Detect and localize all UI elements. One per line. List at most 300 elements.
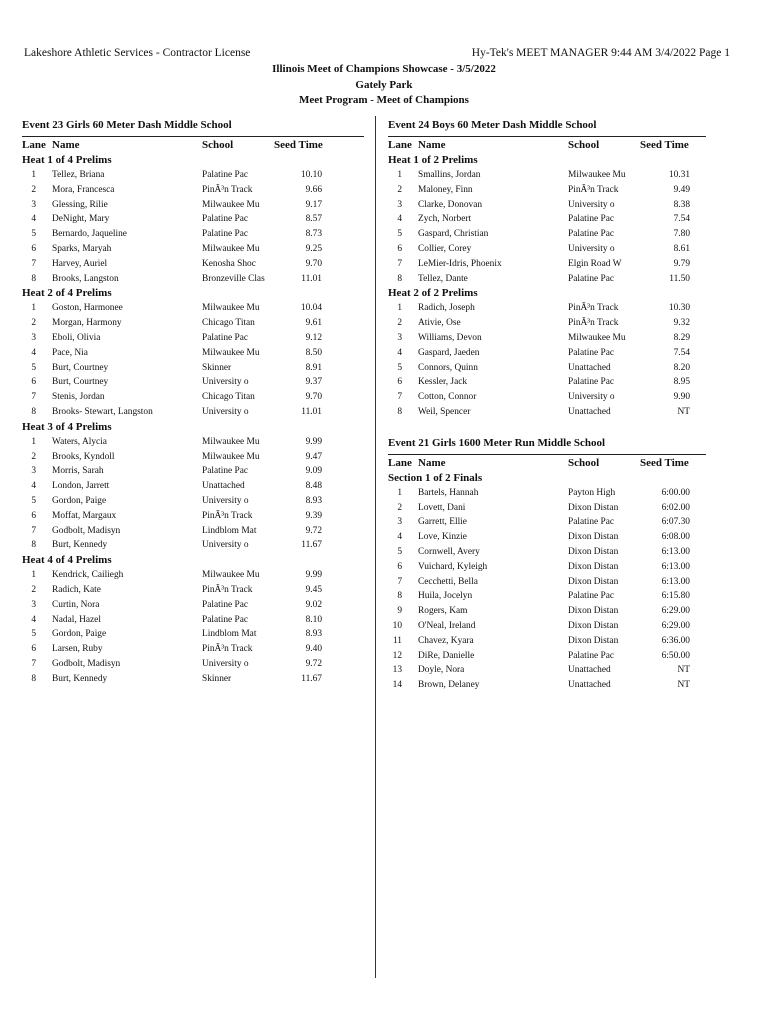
athlete-name: Morgan, Harmony bbox=[52, 318, 122, 329]
seed-time: 9.40 bbox=[305, 644, 322, 655]
entry-row bbox=[388, 257, 706, 272]
seed-time: 9.61 bbox=[305, 318, 322, 329]
entry-row bbox=[22, 583, 364, 598]
entry-row bbox=[22, 613, 364, 628]
athlete-name: Lovett, Dani bbox=[418, 502, 466, 513]
lane-number: 1 bbox=[31, 570, 36, 581]
entry-row bbox=[388, 634, 706, 649]
lane-number: 8 bbox=[397, 591, 402, 602]
lane-number: 6 bbox=[397, 243, 402, 254]
entry-row bbox=[388, 545, 706, 560]
seed-time: 11.01 bbox=[301, 273, 322, 284]
athlete-name: Kendrick, Cailiegh bbox=[52, 570, 124, 581]
seed-time: 9.70 bbox=[305, 258, 322, 269]
seed-time: 7.80 bbox=[673, 229, 690, 240]
seed-time: 8.91 bbox=[305, 362, 322, 373]
athlete-name: Clarke, Donovan bbox=[418, 199, 483, 210]
lane-number: 6 bbox=[31, 510, 36, 521]
event-title: Event 21 Girls 1600 Meter Run Middle School bbox=[388, 436, 606, 449]
heat-title: Heat 4 of 4 Prelims bbox=[22, 554, 112, 567]
school-name: Palatine Pac bbox=[568, 591, 615, 602]
entry-row bbox=[388, 331, 706, 346]
entry-row bbox=[388, 227, 706, 242]
entry-row bbox=[22, 538, 364, 553]
school-name: Palatine Pac bbox=[202, 229, 249, 240]
school-name: PinÃ³n Track bbox=[568, 318, 619, 329]
column-divider bbox=[375, 116, 376, 978]
seed-time: 8.20 bbox=[673, 362, 690, 373]
seed-time: 10.30 bbox=[668, 303, 690, 314]
athlete-name: Morris, Sarah bbox=[52, 466, 104, 477]
school-name: Unattached bbox=[568, 680, 611, 691]
lane-number: 6 bbox=[397, 377, 402, 388]
entry-row bbox=[388, 198, 706, 213]
seed-time: 9.12 bbox=[305, 332, 322, 343]
school-name: University o bbox=[202, 377, 249, 388]
seed-time: 6:15.80 bbox=[661, 591, 690, 602]
seed-time: 11.67 bbox=[301, 540, 322, 551]
athlete-name: Connors, Quinn bbox=[418, 362, 478, 373]
school-header: School bbox=[568, 139, 600, 151]
athlete-name: Pace, Nia bbox=[52, 347, 88, 358]
lane-number: 5 bbox=[31, 362, 36, 373]
athlete-name: LeMier-Idris, Phoenix bbox=[418, 258, 502, 269]
entry-row bbox=[22, 242, 364, 257]
school-name: Milwaukee Mu bbox=[202, 199, 260, 210]
lane-number: 10 bbox=[392, 620, 402, 631]
entry-row bbox=[388, 212, 706, 227]
school-name: Palatine Pac bbox=[202, 214, 249, 225]
seed-time: 6:36.00 bbox=[661, 635, 690, 646]
seed-time: 9.72 bbox=[305, 525, 322, 536]
seed-time: 7.54 bbox=[673, 347, 690, 358]
school-name: Milwaukee Mu bbox=[202, 451, 260, 462]
lane-number: 3 bbox=[31, 332, 36, 343]
lane-number: 8 bbox=[397, 273, 402, 284]
seed-time: 8.61 bbox=[673, 243, 690, 254]
entry-row bbox=[388, 301, 706, 316]
entry-row bbox=[22, 494, 364, 509]
lane-number: 4 bbox=[31, 481, 36, 492]
seed-time: 11.67 bbox=[301, 673, 322, 684]
seed-time: 6:02.00 bbox=[661, 502, 690, 513]
school-name: Dixon Distan bbox=[568, 502, 619, 513]
entry-row bbox=[388, 183, 706, 198]
seed-time: NT bbox=[677, 665, 690, 676]
school-name: Palatine Pac bbox=[202, 332, 249, 343]
athlete-name: Tellez, Dante bbox=[418, 273, 468, 284]
athlete-name: Gordon, Paige bbox=[52, 629, 107, 640]
lane-number: 12 bbox=[392, 650, 402, 661]
entry-row bbox=[22, 301, 364, 316]
school-name: University o bbox=[202, 406, 249, 417]
column-header-row bbox=[22, 136, 364, 153]
athlete-name: Collier, Corey bbox=[418, 243, 472, 254]
athlete-name: Glessing, Rilie bbox=[52, 199, 108, 210]
athlete-name: Love, Kinzie bbox=[418, 532, 467, 543]
entry-row bbox=[22, 464, 364, 479]
seed-time: 11.50 bbox=[669, 273, 690, 284]
athlete-name: Sparks, Maryah bbox=[52, 243, 112, 254]
event-title: Event 23 Girls 60 Meter Dash Middle School bbox=[22, 119, 232, 131]
school-header: School bbox=[202, 139, 234, 151]
lane-number: 5 bbox=[397, 362, 402, 373]
lane-header: Lane bbox=[388, 456, 412, 469]
event-block bbox=[388, 420, 706, 693]
entry-row bbox=[22, 168, 364, 183]
lane-number: 11 bbox=[392, 635, 402, 646]
lane-number: 7 bbox=[31, 392, 36, 403]
school-name: Lindblom Mat bbox=[202, 525, 257, 536]
lane-header: Lane bbox=[22, 139, 46, 151]
lane-number: 5 bbox=[31, 495, 36, 506]
school-name: University o bbox=[202, 540, 249, 551]
entry-row bbox=[388, 346, 706, 361]
lane-number: 13 bbox=[392, 665, 402, 676]
school-name: Palatine Pac bbox=[568, 229, 615, 240]
school-name: Palatine Pac bbox=[568, 273, 615, 284]
school-name: Dixon Distan bbox=[568, 576, 619, 587]
entry-row bbox=[22, 361, 364, 376]
lane-number: 1 bbox=[31, 436, 36, 447]
school-name: Unattached bbox=[568, 362, 611, 373]
athlete-name: Vuichard, Kyleigh bbox=[418, 561, 488, 572]
school-name: Milwaukee Mu bbox=[202, 303, 260, 314]
entry-row bbox=[22, 331, 364, 346]
athlete-name: Eboli, Olivia bbox=[52, 332, 101, 343]
entry-row bbox=[388, 405, 706, 420]
entry-row bbox=[388, 678, 706, 693]
athlete-name: Nadal, Hazel bbox=[52, 614, 101, 625]
entry-row bbox=[388, 589, 706, 604]
seed-time: 9.49 bbox=[673, 184, 690, 195]
athlete-name: Godbolt, Madisyn bbox=[52, 658, 121, 669]
school-name: Dixon Distan bbox=[568, 561, 619, 572]
school-name: Unattached bbox=[202, 481, 245, 492]
athlete-name: Harvey, Auriel bbox=[52, 258, 108, 269]
athlete-name: Godbolt, Madisyn bbox=[52, 525, 121, 536]
school-name: University o bbox=[568, 392, 615, 403]
lane-number: 4 bbox=[31, 614, 36, 625]
athlete-name: Bernardo, Jaqueline bbox=[52, 229, 127, 240]
athlete-name: Curtin, Nora bbox=[52, 599, 100, 610]
athlete-name: Goston, Harmonee bbox=[52, 303, 123, 314]
school-name: Chicago Titan bbox=[202, 318, 255, 329]
entry-row bbox=[22, 598, 364, 613]
seed-time: 9.02 bbox=[305, 599, 322, 610]
athlete-name: Radich, Joseph bbox=[418, 303, 475, 314]
seed-time: 8.10 bbox=[305, 614, 322, 625]
school-name: Palatine Pac bbox=[568, 347, 615, 358]
lane-number: 4 bbox=[31, 347, 36, 358]
seed-time: 9.70 bbox=[305, 392, 322, 403]
lane-number: 2 bbox=[31, 584, 36, 595]
seed-time: 10.04 bbox=[300, 303, 322, 314]
event-spacer bbox=[388, 420, 706, 430]
school-name: Dixon Distan bbox=[568, 532, 619, 543]
entry-row bbox=[388, 663, 706, 678]
name-header: Name bbox=[52, 139, 80, 151]
athlete-name: Bartels, Hannah bbox=[418, 487, 479, 498]
lane-number: 3 bbox=[397, 332, 402, 343]
lane-number: 3 bbox=[397, 199, 402, 210]
entry-row bbox=[22, 450, 364, 465]
lane-number: 7 bbox=[31, 525, 36, 536]
athlete-name: Brooks- Stewart, Langston bbox=[52, 406, 153, 417]
entry-row bbox=[388, 242, 706, 257]
school-name: Milwaukee Mu bbox=[202, 347, 260, 358]
seed-time: 6:13.00 bbox=[661, 576, 690, 587]
lane-number: 5 bbox=[397, 229, 402, 240]
school-name: Kenosha Shoc bbox=[202, 258, 256, 269]
event-block bbox=[388, 118, 706, 420]
lane-number: 6 bbox=[31, 243, 36, 254]
name-header: Name bbox=[418, 139, 446, 151]
lane-number: 7 bbox=[397, 392, 402, 403]
seed-time: 6:29.00 bbox=[661, 606, 690, 617]
seed-time: 8.50 bbox=[305, 347, 322, 358]
entry-row bbox=[22, 183, 364, 198]
entry-row bbox=[388, 530, 706, 545]
school-name: PinÃ³n Track bbox=[568, 184, 619, 195]
school-name: Palatine Pac bbox=[568, 377, 615, 388]
seed-time: 9.39 bbox=[305, 510, 322, 521]
athlete-name: DiRe, Danielle bbox=[418, 650, 475, 661]
seed-time: 8.93 bbox=[305, 495, 322, 506]
lane-number: 2 bbox=[397, 184, 402, 195]
athlete-name: London, Jarrett bbox=[52, 481, 110, 492]
entry-row bbox=[22, 672, 364, 687]
seed-time-header: Seed Time bbox=[640, 139, 689, 151]
seed-time: NT bbox=[677, 406, 690, 417]
school-name: Palatine Pac bbox=[202, 599, 249, 610]
seed-time: 6:00.00 bbox=[661, 487, 690, 498]
school-name: Lindblom Mat bbox=[202, 629, 257, 640]
lane-number: 3 bbox=[31, 466, 36, 477]
lane-number: 5 bbox=[31, 629, 36, 640]
lane-number: 5 bbox=[397, 546, 402, 557]
entry-row bbox=[388, 501, 706, 516]
lane-number: 4 bbox=[397, 347, 402, 358]
entry-row bbox=[22, 627, 364, 642]
right-column bbox=[388, 118, 706, 693]
heat-title: Heat 3 of 4 Prelims bbox=[22, 420, 112, 433]
seed-time: 9.72 bbox=[305, 658, 322, 669]
athlete-name: Cecchetti, Bella bbox=[418, 576, 478, 587]
lane-number: 6 bbox=[31, 377, 36, 388]
lane-number: 8 bbox=[31, 673, 36, 684]
entry-row bbox=[388, 619, 706, 634]
entry-row bbox=[388, 560, 706, 575]
school-name: Milwaukee Mu bbox=[202, 243, 260, 254]
school-name: Milwaukee Mu bbox=[202, 436, 260, 447]
entry-row bbox=[22, 346, 364, 361]
athlete-name: Brown, Delaney bbox=[418, 680, 480, 691]
school-name: Chicago Titan bbox=[202, 392, 255, 403]
lane-number: 8 bbox=[31, 540, 36, 551]
athlete-name: Brooks, Langston bbox=[52, 273, 119, 284]
column-header-row bbox=[388, 454, 706, 471]
school-name: Unattached bbox=[568, 665, 611, 676]
lane-number: 8 bbox=[31, 406, 36, 417]
school-name: PinÃ³n Track bbox=[202, 510, 253, 521]
heat-title: Heat 2 of 4 Prelims bbox=[22, 287, 112, 300]
athlete-name: Burt, Kennedy bbox=[52, 673, 108, 684]
seed-time: 10.10 bbox=[300, 170, 322, 180]
school-name: Palatine Pac bbox=[568, 214, 615, 225]
entry-row bbox=[388, 486, 706, 501]
school-name: Skinner bbox=[202, 673, 232, 684]
seed-time: 6:29.00 bbox=[661, 620, 690, 631]
entry-row bbox=[22, 524, 364, 539]
seed-time: 9.17 bbox=[305, 199, 322, 210]
lane-number: 4 bbox=[397, 532, 402, 543]
seed-time: 9.47 bbox=[305, 451, 322, 462]
athlete-name: Tellez, Briana bbox=[52, 170, 105, 180]
seed-time: 6:13.00 bbox=[661, 546, 690, 557]
school-name: Payton High bbox=[568, 487, 616, 498]
entry-row bbox=[22, 509, 364, 524]
school-name: Bronzeville Clas bbox=[202, 273, 265, 284]
entry-row bbox=[388, 168, 706, 183]
entry-row bbox=[388, 361, 706, 376]
school-name: University o bbox=[202, 658, 249, 669]
athlete-name: Cornwell, Avery bbox=[418, 546, 480, 557]
seed-time: 8.73 bbox=[305, 229, 322, 240]
lane-number: 2 bbox=[31, 184, 36, 195]
school-name: Unattached bbox=[568, 406, 611, 417]
lane-number: 9 bbox=[397, 606, 402, 617]
athlete-name: Weil, Spencer bbox=[418, 406, 471, 417]
entry-row bbox=[22, 212, 364, 227]
seed-time: 9.45 bbox=[305, 584, 322, 595]
entry-row bbox=[388, 649, 706, 664]
seed-time: 8.29 bbox=[673, 332, 690, 343]
entry-row bbox=[22, 642, 364, 657]
school-name: Dixon Distan bbox=[568, 606, 619, 617]
lane-number: 1 bbox=[397, 303, 402, 314]
athlete-name: Cotton, Connor bbox=[418, 392, 477, 403]
left-column bbox=[22, 118, 364, 687]
athlete-name: Doyle, Nora bbox=[418, 665, 465, 676]
school-name: PinÃ³n Track bbox=[568, 303, 619, 314]
athlete-name: Huila, Jocelyn bbox=[418, 591, 473, 602]
athlete-name: Moffat, Margaux bbox=[52, 510, 117, 521]
athlete-name: Gordon, Paige bbox=[52, 495, 107, 506]
entry-row bbox=[388, 272, 706, 287]
seed-time: NT bbox=[677, 680, 690, 691]
athlete-name: O'Neal, Ireland bbox=[418, 620, 476, 631]
lane-number: 4 bbox=[397, 214, 402, 225]
lane-number: 1 bbox=[397, 487, 402, 498]
entry-row bbox=[22, 405, 364, 420]
athlete-name: Larsen, Ruby bbox=[52, 644, 103, 655]
athlete-name: DeNight, Mary bbox=[52, 214, 110, 225]
school-name: Palatine Pac bbox=[202, 466, 249, 477]
lane-number: 7 bbox=[31, 258, 36, 269]
school-name: PinÃ³n Track bbox=[202, 584, 253, 595]
seed-time: 9.32 bbox=[673, 318, 690, 329]
lane-number: 7 bbox=[397, 258, 402, 269]
school-name: Milwaukee Mu bbox=[202, 570, 260, 581]
lane-number: 2 bbox=[31, 318, 36, 329]
entry-row bbox=[388, 375, 706, 390]
entry-row bbox=[22, 198, 364, 213]
school-name: University o bbox=[568, 243, 615, 254]
lane-number: 2 bbox=[31, 451, 36, 462]
athlete-name: Mora, Francesca bbox=[52, 184, 115, 195]
seed-time: 6:13.00 bbox=[661, 561, 690, 572]
lane-number: 7 bbox=[397, 576, 402, 587]
lane-number: 8 bbox=[31, 273, 36, 284]
athlete-name: Kessler, Jack bbox=[418, 377, 468, 388]
seed-time: 8.48 bbox=[305, 481, 322, 492]
lane-number: 3 bbox=[397, 517, 402, 528]
seed-time: 7.54 bbox=[673, 214, 690, 225]
seed-time: 6:07.30 bbox=[661, 517, 690, 528]
report-header-right: Hy-Tek's MEET MANAGER 9:44 AM 3/4/2022 Page 1 bbox=[471, 47, 730, 59]
entry-row bbox=[22, 227, 364, 242]
athlete-name: Radich, Kate bbox=[52, 584, 101, 595]
entry-row bbox=[388, 575, 706, 590]
school-name: University o bbox=[202, 495, 249, 506]
athlete-name: Smallins, Jordan bbox=[418, 170, 481, 180]
seed-time-header: Seed Time bbox=[640, 456, 689, 469]
school-name: PinÃ³n Track bbox=[202, 184, 253, 195]
entry-row bbox=[22, 479, 364, 494]
entry-row bbox=[22, 435, 364, 450]
school-name: Palatine Pac bbox=[202, 170, 249, 180]
entry-row bbox=[22, 375, 364, 390]
school-name: Palatine Pac bbox=[568, 517, 615, 528]
name-header: Name bbox=[418, 456, 446, 469]
entry-row bbox=[22, 272, 364, 287]
entry-row bbox=[22, 568, 364, 583]
school-name: Dixon Distan bbox=[568, 546, 619, 557]
school-name: PinÃ³n Track bbox=[202, 644, 253, 655]
heat-title: Heat 1 of 4 Prelims bbox=[22, 154, 112, 166]
athlete-name: Stenis, Jordan bbox=[52, 392, 105, 403]
heat-title: Section 1 of 2 Finals bbox=[388, 471, 483, 484]
athlete-name: Zych, Norbert bbox=[418, 214, 472, 225]
athlete-name: Burt, Courtney bbox=[52, 362, 109, 373]
column-header-row bbox=[388, 136, 706, 153]
seed-time: 9.09 bbox=[305, 466, 322, 477]
lane-header: Lane bbox=[388, 139, 412, 151]
seed-time: 9.90 bbox=[673, 392, 690, 403]
program-title: Meet Program - Meet of Champions bbox=[299, 94, 469, 106]
seed-time: 9.99 bbox=[305, 436, 322, 447]
lane-number: 6 bbox=[397, 561, 402, 572]
entry-row bbox=[388, 604, 706, 619]
lane-number: 5 bbox=[31, 229, 36, 240]
athlete-name: Williams, Devon bbox=[418, 332, 482, 343]
lane-number: 8 bbox=[397, 406, 402, 417]
school-name: University o bbox=[568, 199, 615, 210]
school-name: Palatine Pac bbox=[202, 614, 249, 625]
lane-number: 1 bbox=[31, 170, 36, 180]
school-name: Skinner bbox=[202, 362, 232, 373]
event-block bbox=[22, 118, 364, 687]
seed-time: 8.95 bbox=[673, 377, 690, 388]
school-name: Milwaukee Mu bbox=[568, 170, 626, 180]
entry-row bbox=[388, 515, 706, 530]
athlete-name: Brooks, Kyndoll bbox=[52, 451, 115, 462]
seed-time: 6:50.00 bbox=[661, 650, 690, 661]
entry-row bbox=[388, 316, 706, 331]
seed-time-header: Seed Time bbox=[274, 139, 323, 151]
lane-number: 4 bbox=[31, 214, 36, 225]
